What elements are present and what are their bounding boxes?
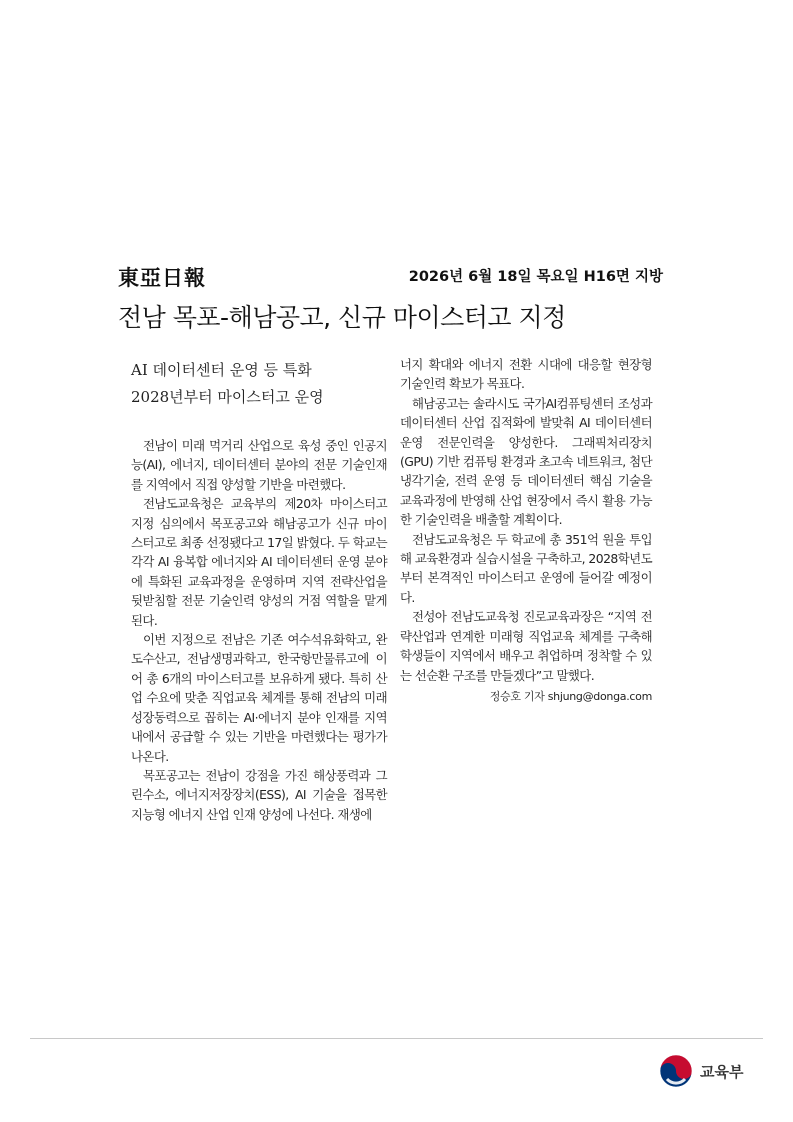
body-paragraph: 해남공고는 솔라시도 국가AI컴퓨팅센터 조성과 데이터센터 산업 집적화에 발맞춰 AI 데이터센터 운영 전문인력을 양성한다. 그래픽처리장치(GPU) 기반 컴퓨팅 환경과 초고속 네트워크, 첨단 냉각기술, 전력 운영 등 데이터센터 핵심 기술을 교육과정에 반영해 산업 현장에서 즉시 활용 가능한 기술인력을 배출할 계획이다. bbox=[400, 395, 652, 528]
body-paragraph: 전남도교육청은 두 학교에 총 351억 원을 투입해 교육환경과 실습시설을 구축하고, 2028학년도부터 본격적인 마이스터고 운영에 들어갈 예정이다. bbox=[400, 531, 652, 605]
body-paragraph: 전남이 미래 먹거리 산업으로 육성 중인 인공지능(AI), 에너지, 데이터센터 분야의 전문 기술인재를 지역에서 직접 양성할 기반을 마련했다. bbox=[131, 438, 387, 492]
article-subheads bbox=[131, 357, 387, 411]
article-column-right bbox=[400, 355, 652, 706]
dateline: 2026년 6월 18일 목요일 H16면 지방 bbox=[408, 269, 663, 285]
taegeuk-icon bbox=[658, 1053, 694, 1089]
byline: 정승호 기자 shjung@donga.com bbox=[489, 689, 652, 703]
body-paragraph: 목포공고는 전남이 강점을 가진 해상풍력과 그린수소, 에너지저장장치(ESS), AI 기술을 접목한 지능형 에너지 산업 인재 양성에 나선다. 재생에 bbox=[131, 767, 387, 822]
body-paragraph: 전성아 전남도교육청 진로교육과장은 “지역 전략산업과 연계한 미래형 직업교육 체계를 구축해 학생들이 지역에서 배우고 취업하며 정착할 수 있는 선순환 구조를 만들겠다”고 말했다. bbox=[400, 609, 652, 683]
newspaper-logo: 東亞日報 bbox=[118, 265, 206, 290]
subhead-line: AI 데이터센터 운영 등 특화 bbox=[131, 361, 312, 379]
article-headline: 전남 목포-해남공고, 신규 마이스터고 지정 bbox=[118, 303, 566, 332]
body-paragraph-continued: 너지 확대와 에너지 전환 시대에 대응할 현장형 기술인력 확보가 목표다. bbox=[400, 357, 652, 392]
article-column-left bbox=[131, 436, 387, 824]
ministry-of-education-logo bbox=[658, 1053, 768, 1089]
body-paragraph: 전남도교육청은 교육부의 제20차 마이스터고 지정 심의에서 목포공고와 해남공고가 신규 마이스터고로 최종 선정됐다고 17일 밝혔다. 두 학교는 각각 AI 융복합 에너지와 AI 데이터센터 운영 분야에 특화된 교육과정을 운영하며 지역 전략산업을 뒷받침할 전문 기술인력 양성의 거점 역할을 맡게 된다. bbox=[131, 496, 387, 628]
subhead-line: 2028년부터 마이스터고 운영 bbox=[131, 388, 324, 406]
footer-divider bbox=[30, 1038, 763, 1039]
masthead bbox=[118, 262, 663, 290]
body-paragraph: 이번 지정으로 전남은 기존 여수석유화학고, 완도수산고, 전남생명과학고, 한국항만물류고에 이어 총 6개의 마이스터고를 보유하게 됐다. 특히 산업 수요에 맞춘 직업교육 체계를 통해 전남의 미래 성장동력으로 꼽히는 AI·에너지 분야 인재를 지역 내에서 공급할 수 있는 기반을 마련했다는 평가가 나온다. bbox=[131, 632, 387, 764]
ministry-label: 교육부 bbox=[700, 1063, 744, 1081]
